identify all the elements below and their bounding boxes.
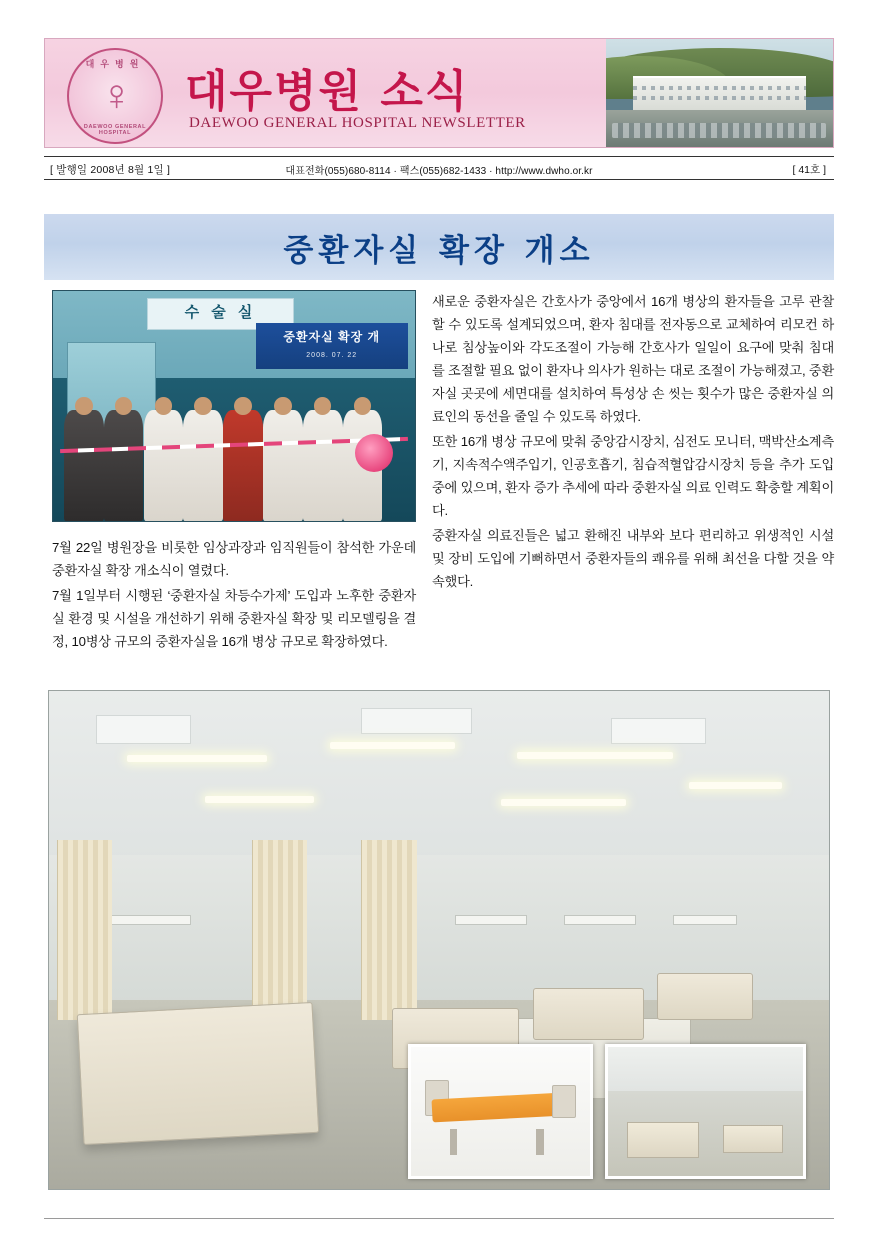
privacy-curtain xyxy=(57,840,113,1019)
photo-person xyxy=(303,410,343,521)
photo-person xyxy=(104,410,144,521)
patient-bed xyxy=(533,988,644,1040)
bed-mattress xyxy=(432,1092,566,1122)
ribbon-cutting-photo xyxy=(52,290,416,522)
privacy-curtain xyxy=(361,840,417,1019)
article-left-column xyxy=(52,290,416,655)
event-banner-text: 중환자실 확장 개 xyxy=(283,330,381,345)
event-banner xyxy=(256,323,408,369)
right-column-text xyxy=(432,290,834,593)
ceiling-light xyxy=(205,796,314,803)
newsletter-title: 대우병원 소식 xyxy=(185,66,470,117)
photo-ribbon-pompom xyxy=(355,434,393,472)
paragraph: 중환자실 의료진들은 넓고 환해진 내부와 보다 편리하고 위생적인 시설 및 장비 도입에 기뻐하면서 중환자들의 쾌유를 위해 최선을 다할 것을 약속했다. xyxy=(432,528,834,589)
ceiling-tile xyxy=(96,715,192,744)
bed-leg xyxy=(536,1129,543,1155)
photo-parking-cars xyxy=(612,123,826,138)
wall-panel xyxy=(673,915,737,924)
ceiling-light xyxy=(689,782,783,789)
photo-person xyxy=(263,410,303,521)
wall-panel xyxy=(564,915,636,924)
publication-info-bar xyxy=(44,156,834,180)
icu-interior-photo xyxy=(48,690,830,1190)
photo-person xyxy=(223,410,263,521)
paragraph: 새로운 중환자실은 간호사가 중앙에서 16개 병상의 환자들을 고루 관찰할 수 있도록 설계되었으며, 환자 침대를 전자동으로 교체하여 리모컨 하나로 침상높이와 각도조절이 가능해 간호사가 일일이 요구에 맞춰 침대를 조절할 필요 없이 환자나 의사가 원하는 대로 조절이 가능해졌고, 중환자실 곳곳에 세면대를 설치하여 특성상 손 씻는 횟수가 많은 중환자실 의료인의 동선을 줄일 수 있도록 하였다. xyxy=(432,294,834,424)
inset-patient-bed xyxy=(627,1122,699,1158)
bed-leg xyxy=(450,1129,457,1155)
masthead-hospital-photo xyxy=(606,39,833,147)
privacy-curtain xyxy=(252,840,308,1019)
masthead xyxy=(44,38,834,148)
inset-ceiling xyxy=(608,1047,803,1091)
photo-hospital-building xyxy=(633,76,806,110)
ceiling-light xyxy=(330,742,455,749)
ceiling-tile xyxy=(611,718,707,744)
ceiling-light xyxy=(127,755,267,762)
newsletter-subtitle: DAEWOO GENERAL HOSPITAL NEWSLETTER xyxy=(189,115,526,131)
article-right-column xyxy=(432,290,834,595)
patient-bed xyxy=(657,973,753,1020)
masthead-title-block xyxy=(45,39,606,147)
logo-english-text: DAEWOO GENERAL HOSPITAL xyxy=(83,124,147,136)
wall-panel xyxy=(111,915,191,924)
contact-info: 대표전화(055)680-8114 · 팩스(055)682-1433 · http://www.dwho.or.kr xyxy=(285,166,593,177)
inset-photo-ward-area xyxy=(605,1044,806,1179)
inset-photo-electric-bed xyxy=(408,1044,593,1179)
hospital-logo xyxy=(67,48,163,144)
issue-number: [ 41호 ] xyxy=(792,164,826,176)
paragraph: 7월 22일 병원장을 비롯한 임상과장과 임직원들이 참석한 가운데 중환자실 확장 개소식이 열렸다. xyxy=(52,540,416,578)
photo-ceiling xyxy=(49,691,829,860)
operating-room-sign: 수 술 실 xyxy=(147,298,294,330)
bed-footboard xyxy=(552,1085,576,1118)
ceiling-tile xyxy=(361,708,472,734)
ceiling-light xyxy=(517,752,673,759)
ceiling-light xyxy=(501,799,626,806)
logo-korean-text: 대우병원 xyxy=(85,59,145,69)
patient-bed xyxy=(77,1002,320,1146)
inset-patient-bed xyxy=(723,1125,784,1153)
page-title: 중환자실 확장 개소 xyxy=(283,232,595,269)
left-column-text xyxy=(52,536,416,653)
footer-divider xyxy=(44,1218,834,1219)
logo-mark-icon: ♀ xyxy=(100,71,133,120)
article-headline-banner xyxy=(44,214,834,280)
wall-panel xyxy=(455,915,527,924)
paragraph: 7월 1일부터 시행된 ‘중환자실 차등수가제’ 도입과 노후한 중환자실 환경 및 시설을 개선하기 위해 중환자실 확장 및 리모델링을 결정, 10병상 규모의 중환자실을 16개 병상 규모로 확장하였다. xyxy=(52,588,416,649)
photo-person xyxy=(183,410,223,521)
issue-date: [ 발행일 2008년 8월 1일 ] xyxy=(50,164,171,176)
photo-person xyxy=(144,410,184,521)
event-banner-date: 2008. 07. 22 xyxy=(306,352,358,360)
photo-person xyxy=(64,410,104,521)
paragraph: 또한 16개 병상 규모에 맞춰 중앙감시장치, 심전도 모니터, 맥박산소계측기, 지속적수액주입기, 인공호흡기, 침습적혈압감시장치 등을 추가 도입 중에 있으며, 환자 증가 추세에 따라 중환자실 의료 인력도 확충할 계획이다. xyxy=(432,434,834,518)
